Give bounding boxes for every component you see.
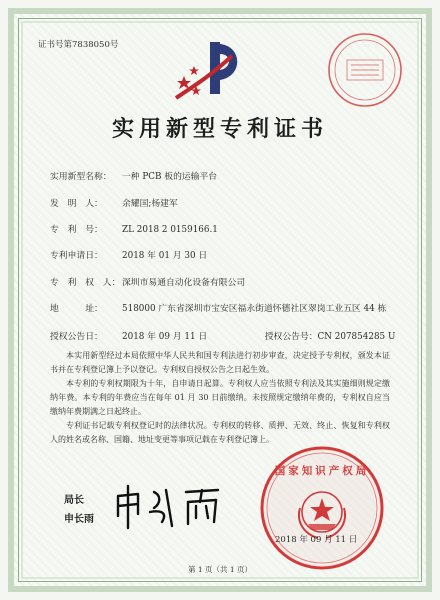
announcement-number-label: 授权公告号： xyxy=(264,332,318,342)
signatory-name: 申长雨 xyxy=(64,514,94,525)
field-label: 专 利 权 人： xyxy=(50,278,121,288)
signatory-title: 局长 xyxy=(64,495,84,506)
seal-arc-text: 国家知识产权局 xyxy=(274,465,370,477)
field-value: 518000 广东省深圳市宝安区福永街道怀德社区翠岗工业五区 44 栋 xyxy=(122,304,387,314)
body-paragraph: 本专利的专利权期限为十年，自申请日起算。专利权人应当依照专利法及其实施细则规定缴纳年费。本专利的年费应当在每年 01 月 30 日前缴纳。未按照规定缴纳年费的，专利权自应当缴纳年费期满之日起终止。 xyxy=(50,379,390,416)
certificate-body xyxy=(50,349,390,447)
field-value: 余耀国;杨建军 xyxy=(122,199,178,209)
field-label: 实用新型名称： xyxy=(50,172,112,182)
national-emblem-seal-icon xyxy=(256,442,388,574)
cnipa-logo-icon xyxy=(170,36,252,108)
field-utility-model-name xyxy=(50,171,217,183)
certificate-number: 证书号第7838050号 xyxy=(38,40,119,50)
announcement-date-label: 授权公告日： xyxy=(50,332,103,342)
field-label: 专 利 号： xyxy=(50,225,103,235)
field-label: 地 址： xyxy=(50,304,103,314)
body-paragraph: 专利证书记载专利权登记时的法律状况。专利权的转移、质押、无效、终止、恢复和专利权人的姓名或名称、国籍、地址变更等事项记载在专利登记簿上。 xyxy=(50,421,390,444)
document-title: 实用新型专利证书 xyxy=(111,117,328,142)
stamp-icon xyxy=(325,30,405,110)
field-label: 专利申请日： xyxy=(50,251,103,261)
announcement-number-value: CN 207854285 U xyxy=(317,332,396,342)
field-value: 2018 年 01 月 30 日 xyxy=(122,251,208,261)
page-number: 第 1 页（共 1 页） xyxy=(187,565,253,574)
field-value: 一种 PCB 板的运输平台 xyxy=(122,172,218,182)
field-value: 深圳市易通自动化设备有限公司 xyxy=(122,278,246,288)
field-value: ZL 2018 2 0159166.1 xyxy=(122,225,218,235)
field-address xyxy=(50,303,392,315)
field-label: 发 明 人： xyxy=(50,199,103,209)
announcement-row xyxy=(50,331,395,343)
body-paragraph: 本实用新型经过本局依照中华人民共和国专利法进行初步审查，决定授予专利权，颁发本证书并在专利登记簿上予以登记。专利权自授权公告之日起生效。 xyxy=(50,351,390,374)
field-application-date xyxy=(50,250,207,262)
field-inventor xyxy=(50,198,178,210)
field-patent-number xyxy=(50,224,218,236)
signature-icon xyxy=(110,482,230,532)
field-patentee xyxy=(50,277,245,289)
announcement-date-value: 2018 年 09 月 11 日 xyxy=(122,332,208,342)
seal-date: 2018 年 09 月 11 日 xyxy=(275,535,358,545)
